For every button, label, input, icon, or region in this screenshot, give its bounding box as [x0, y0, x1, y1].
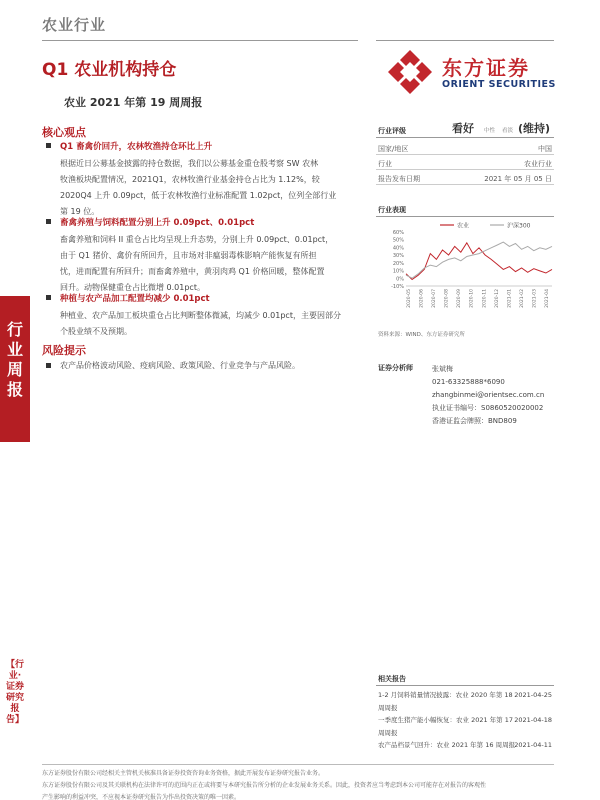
core-point-line: 根据近日公募基金披露的持仓数据，我们以公募基金重仓股考察 SW 农林	[60, 159, 319, 168]
footer-line: 东方证券股份有限公司及其关联机构在法律许可的范围内正在或将要与本研究报告所分析的企业发展业务关系。因此，投资者应当考虑到本公司可能存在对报告的客观性	[42, 782, 487, 789]
bullet	[46, 363, 51, 368]
x-tick-label: 2020-12	[494, 289, 500, 308]
related-item-text[interactable]: 农产品档景气回升：农业 2021 年第 16 周周报	[378, 741, 516, 749]
info-row	[376, 170, 554, 185]
x-tick-label: 2020-06	[419, 289, 425, 308]
info-key: 报告发布日期	[378, 175, 420, 183]
info-key: 行业	[378, 160, 392, 168]
orient-logo-icon	[386, 48, 434, 96]
core-point-line: 个股业绩不及预期。	[60, 327, 132, 336]
core-point-line: 忧，进而配置有所回升；而畜禽养殖中，黄羽肉鸡 Q1 价格回暖，整体配置	[60, 267, 325, 276]
footer-line: 东方证券股份有限公司经相关主管机关核准具备证券投资咨询业务资格，据此开展发布证券研究报告业务。	[42, 770, 325, 777]
x-tick-label: 2020-11	[482, 289, 488, 308]
related-item[interactable]	[378, 689, 554, 715]
side-bottom-label: 【行业·证券研究报告】	[6, 660, 25, 725]
core-point-title: Q1 畜禽价回升，农林牧渔持仓环比上升	[60, 142, 213, 152]
x-tick-label: 2020-08	[444, 289, 450, 308]
info-row	[376, 140, 554, 155]
logo-text-en: ORIENT SECURITIES	[442, 79, 556, 90]
y-tick-label: 20%	[392, 260, 404, 267]
related-divider	[376, 685, 554, 686]
analyst-email[interactable]: zhangbinmei@orientsec.com.cn	[432, 391, 545, 399]
header-divider-right	[376, 40, 554, 41]
info-value: 2021 年 05 月 05 日	[484, 175, 552, 183]
performance-divider	[376, 216, 554, 217]
risk-text: 农产品价格波动风险、疫病风险、政策风险、行业竞争与产品风险。	[60, 361, 300, 370]
bullet	[46, 143, 51, 148]
rating-divider	[376, 137, 554, 138]
y-tick-label: -10%	[391, 284, 404, 290]
performance-chart	[380, 218, 556, 324]
analyst-info	[432, 363, 544, 428]
core-point-line: 牧渔板块配置情况，2021Q1，农林牧渔行业基金持仓占比为 1.12%，较	[60, 175, 320, 184]
footer-divider	[42, 764, 554, 765]
rating-label: 行业评级	[378, 127, 406, 135]
core-point-line: 畜禽养殖和饲料 II 重仓占比均呈现上升态势，分别上升 0.09pct、0.01pct，	[60, 235, 334, 244]
header-divider	[42, 40, 358, 41]
company-logo	[386, 48, 556, 98]
core-point-line: 2020Q4 上升 0.09pct，低于农林牧渔行业标准配置 1.02pct，位列全部行业	[60, 191, 337, 200]
related-item[interactable]	[378, 739, 554, 752]
y-tick-label: 40%	[392, 245, 404, 252]
analyst-label: 证券分析师	[378, 364, 413, 372]
x-tick-label: 2020-09	[457, 289, 463, 308]
related-item[interactable]	[378, 714, 554, 740]
rating-neutral: 中性	[484, 128, 496, 134]
core-point-line: 第 19 位。	[60, 207, 100, 216]
core-point-line: 回升。动物保健重仓占比微增 0.01pct。	[60, 283, 205, 292]
info-row	[376, 155, 554, 170]
x-tick-label: 2021-01	[507, 289, 513, 308]
related-item-text[interactable]: 一季度生猪产能小幅恢复：农业 2021 年第 17 周周报	[378, 716, 514, 737]
x-tick-label: 2021-04	[545, 289, 550, 308]
footer-disclaimer	[42, 768, 554, 800]
rating-value: 看好	[452, 122, 474, 135]
performance-title: 行业表现	[378, 206, 406, 214]
risk-heading: 风险提示	[42, 344, 86, 357]
bullet	[46, 295, 51, 300]
x-tick-label: 2020-07	[432, 289, 438, 308]
related-item-date: 2021-04-11	[514, 741, 552, 749]
core-point-title: 种植与农产品加工配置均减少 0.01pct	[60, 294, 210, 304]
y-tick-label: 10%	[392, 268, 404, 275]
analyst-hk-license: 香港证监会牌照：BND809	[432, 417, 517, 425]
related-item-date: 2021-04-18	[514, 716, 552, 724]
x-tick-label: 2021-03	[532, 289, 538, 308]
related-item-text[interactable]: 1-2 月饲料销量情况披露：农业 2020 年第 18 周周报	[378, 691, 513, 712]
y-tick-label: 0%	[396, 276, 404, 283]
x-tick-label: 2021-02	[519, 289, 525, 308]
legend-label: 农业	[457, 222, 470, 230]
related-title: 相关报告	[378, 675, 406, 683]
core-point-line: 由于 Q1 猪价、禽价有所回升，且市场对非瘟弱毒株影响产能恢复有所担	[60, 251, 317, 260]
y-tick-label: 30%	[392, 253, 404, 260]
analyst-phone: 021-63325888*6090	[432, 378, 505, 386]
chart-source: 资料来源：WIND、东方证券研究所	[378, 332, 465, 338]
core-point-line: 种植业、农产品加工板块重仓占比判断整体微减，均减少 0.01pct，主要因部分	[60, 311, 341, 320]
y-tick-label: 50%	[392, 237, 404, 244]
related-item-date: 2021-04-25	[514, 691, 552, 699]
side-label: 行业周报	[6, 320, 23, 399]
header-industry: 农业行业	[42, 16, 107, 34]
x-tick-label: 2020-10	[469, 289, 475, 308]
analyst-name: 张斌梅	[432, 365, 453, 373]
core-heading: 核心观点	[42, 126, 86, 139]
info-value: 中国	[538, 145, 552, 153]
analyst-license: 执业证书编号：S0860520020002	[432, 404, 544, 412]
info-key: 国家/地区	[378, 145, 409, 153]
core-point-title: 畜禽养殖与饲料配置分别上升 0.09pct、0.01pct	[60, 218, 255, 228]
bullet	[46, 219, 51, 224]
y-tick-label: 60%	[392, 230, 404, 236]
logo-text-cn: 东方证券	[442, 56, 530, 80]
info-value: 农业行业	[524, 160, 552, 168]
page-subtitle: 农业 2021 年第 19 周周报	[64, 96, 203, 109]
page-title: Q1 农业机构持仓	[42, 60, 177, 80]
rating-keep: (维持)	[518, 122, 551, 135]
rating-weak: 看淡	[502, 128, 514, 134]
footer-line: 产生影响的利益冲突，不应视本证券研究报告为作出投资决策的唯一因素。	[42, 794, 241, 800]
legend-label: 沪深300	[507, 222, 531, 230]
x-tick-label: 2020-05	[407, 289, 412, 308]
